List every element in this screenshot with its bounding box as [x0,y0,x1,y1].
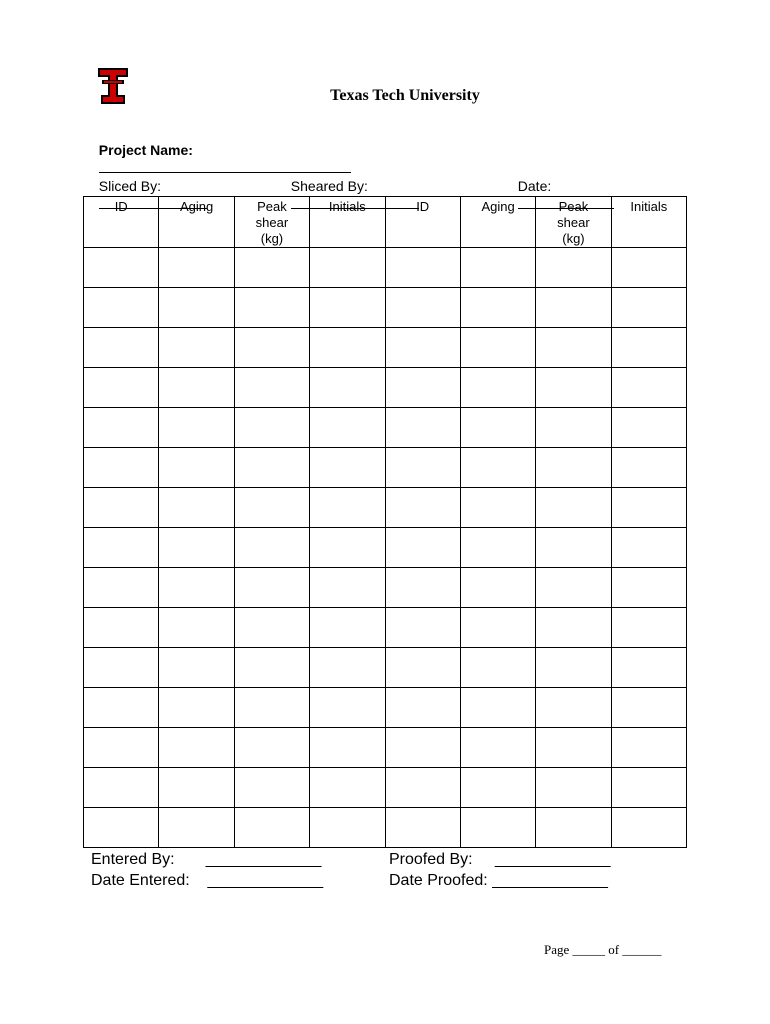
table-cell[interactable] [536,408,611,448]
column-header: ID [385,197,460,248]
table-cell[interactable] [159,768,234,808]
page-number-line [544,942,661,958]
table-cell[interactable] [234,328,309,368]
table-row [84,568,687,608]
table-cell[interactable] [536,448,611,488]
table-cell[interactable] [159,608,234,648]
table-cell[interactable] [611,528,686,568]
table-cell[interactable] [84,728,159,768]
table-cell[interactable] [611,768,686,808]
date-entered-label: Date Entered: [91,872,190,889]
table-cell[interactable] [310,528,385,568]
table-row [84,328,687,368]
column-header: Peak shear (kg) [234,197,309,248]
table-cell[interactable] [460,248,535,288]
column-header: Initials [310,197,385,248]
table-cell[interactable] [385,328,460,368]
table-cell[interactable] [84,248,159,288]
table-cell[interactable] [460,448,535,488]
table-cell[interactable] [234,648,309,688]
table-cell[interactable] [310,288,385,328]
table-row [84,288,687,328]
institution-title: Texas Tech University [330,87,480,104]
table-row [84,408,687,448]
table-cell[interactable] [159,368,234,408]
table-cell[interactable] [234,768,309,808]
table-cell[interactable] [536,688,611,728]
table-cell[interactable] [536,768,611,808]
table-row [84,808,687,848]
table-cell[interactable] [385,768,460,808]
table-cell[interactable] [159,448,234,488]
table-cell[interactable] [536,648,611,688]
table-cell[interactable] [234,568,309,608]
table-cell[interactable] [234,728,309,768]
table-row [84,248,687,288]
table-cell[interactable] [84,288,159,328]
table-cell[interactable] [460,528,535,568]
table-row [84,728,687,768]
table-row [84,488,687,528]
table-cell[interactable] [234,248,309,288]
project-name-label: Project Name: [98,142,193,158]
table-cell[interactable] [84,688,159,728]
column-header: Aging [460,197,535,248]
table-row [84,448,687,488]
table-cell[interactable] [460,608,535,648]
date-proofed-blank[interactable]: _____________ [492,872,608,889]
table-cell[interactable] [536,528,611,568]
table-cell[interactable] [84,768,159,808]
date-entered-blank[interactable]: _____________ [207,872,324,889]
table-cell[interactable] [159,248,234,288]
table-cell[interactable] [611,568,686,608]
table-row [84,648,687,688]
table-cell[interactable] [234,368,309,408]
entered-by-label: Entered By: [91,851,175,868]
table-cell[interactable] [536,488,611,528]
shear-data-table [83,196,687,848]
table-cell[interactable] [536,328,611,368]
table-cell[interactable] [234,528,309,568]
date-label: Date: [517,178,552,194]
table-cell[interactable] [385,808,460,848]
table-cell[interactable] [385,448,460,488]
table-cell[interactable] [385,288,460,328]
table-cell[interactable] [84,808,159,848]
table-cell[interactable] [460,328,535,368]
table-cell[interactable] [536,608,611,648]
page-total-blank[interactable]: ______ [622,942,662,957]
table-cell[interactable] [159,728,234,768]
page-label: Page [544,942,570,957]
table-cell[interactable] [84,448,159,488]
table-cell[interactable] [234,488,309,528]
table-cell[interactable] [536,728,611,768]
table-cell[interactable] [310,488,385,528]
table-cell[interactable] [159,808,234,848]
table-cell[interactable] [385,688,460,728]
table-cell[interactable] [310,368,385,408]
proofed-by-label: Proofed By: [389,851,473,868]
table-row [84,688,687,728]
table-cell[interactable] [234,408,309,448]
table-cell[interactable] [84,528,159,568]
table-cell[interactable] [611,248,686,288]
table-cell[interactable] [611,608,686,648]
table-cell[interactable] [460,368,535,408]
column-header: Peak shear (kg) [536,197,611,248]
table-row [84,768,687,808]
table-cell[interactable] [310,328,385,368]
table-cell[interactable] [84,328,159,368]
table-cell[interactable] [310,768,385,808]
proofed-by-blank[interactable]: _____________ [494,851,611,868]
table-cell[interactable] [310,688,385,728]
table-cell[interactable] [460,288,535,328]
table-cell[interactable] [611,408,686,448]
table-cell[interactable] [310,648,385,688]
table-cell[interactable] [460,488,535,528]
sheared-by-label: Sheared By: [290,178,368,194]
table-cell[interactable] [611,728,686,768]
table-cell[interactable] [536,368,611,408]
entered-by-blank[interactable]: _____________ [205,851,322,868]
table-cell[interactable] [159,328,234,368]
table-cell[interactable] [159,688,234,728]
of-label: of [608,942,620,957]
table-cell[interactable] [460,808,535,848]
table-cell[interactable] [159,488,234,528]
table-cell[interactable] [611,448,686,488]
table-cell[interactable] [611,328,686,368]
table-cell[interactable] [611,368,686,408]
table-cell[interactable] [159,408,234,448]
table-cell[interactable] [84,368,159,408]
table-cell[interactable] [536,288,611,328]
column-header: Aging [159,197,234,248]
table-cell[interactable] [611,288,686,328]
table-cell[interactable] [385,488,460,528]
table-cell[interactable] [460,768,535,808]
date-proofed-label: Date Proofed: [389,872,488,889]
table-cell[interactable] [234,288,309,328]
table-header-row [84,197,687,248]
table-cell[interactable] [234,448,309,488]
table-cell[interactable] [159,568,234,608]
entered-block [91,849,323,891]
proofed-block [389,849,611,891]
table-cell[interactable] [310,808,385,848]
table-cell[interactable] [234,688,309,728]
column-header: ID [84,197,159,248]
table-row [84,608,687,648]
table-cell[interactable] [84,408,159,448]
table-cell[interactable] [159,288,234,328]
table-cell[interactable] [385,608,460,648]
table-cell[interactable] [234,608,309,648]
table-cell[interactable] [234,808,309,848]
table-cell[interactable] [460,728,535,768]
table-cell[interactable] [159,648,234,688]
table-cell[interactable] [84,648,159,688]
table-cell[interactable] [310,248,385,288]
table-cell[interactable] [385,248,460,288]
table-cell[interactable] [536,568,611,608]
table-cell[interactable] [310,608,385,648]
sliced-by-label: Sliced By: [98,178,162,194]
table-cell[interactable] [385,368,460,408]
table-cell[interactable] [536,808,611,848]
table-cell[interactable] [84,608,159,648]
table-cell[interactable] [611,688,686,728]
table-cell[interactable] [460,568,535,608]
table-cell[interactable] [385,408,460,448]
table-cell[interactable] [460,408,535,448]
table-cell[interactable] [611,488,686,528]
table-row [84,368,687,408]
table-cell[interactable] [385,728,460,768]
table-cell[interactable] [310,568,385,608]
table-cell[interactable] [84,488,159,528]
table-cell[interactable] [385,648,460,688]
table-cell[interactable] [536,248,611,288]
table-cell[interactable] [460,648,535,688]
column-header: Initials [611,197,686,248]
table-cell[interactable] [310,408,385,448]
table-cell[interactable] [385,528,460,568]
table-cell[interactable] [611,648,686,688]
table-cell[interactable] [611,808,686,848]
table-cell[interactable] [310,448,385,488]
table-cell[interactable] [84,568,159,608]
table-row [84,528,687,568]
page-number-blank[interactable]: _____ [572,942,606,957]
table-cell[interactable] [460,688,535,728]
table-cell[interactable] [159,528,234,568]
table-cell[interactable] [310,728,385,768]
table-cell[interactable] [385,568,460,608]
